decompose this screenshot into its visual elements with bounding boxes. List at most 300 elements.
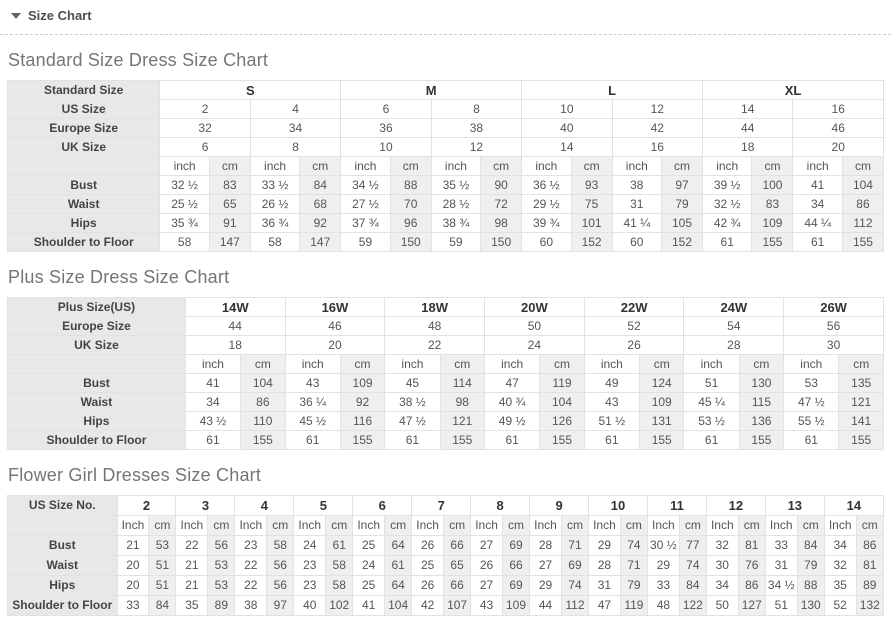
size-value-cell: 40 [522, 119, 612, 138]
size-group-header: M [341, 81, 522, 100]
measure-value-cell: 26 [412, 536, 444, 556]
measure-value-cell: 53 [208, 556, 235, 576]
measure-value-cell: 32 [824, 556, 856, 576]
size-value-cell: 46 [793, 119, 884, 138]
measure-value-cell: 36 ¼ [285, 393, 340, 412]
measure-value-cell: 51 ½ [584, 412, 639, 431]
measure-value-cell: 38 [612, 176, 661, 195]
measure-value-cell: 66 [444, 536, 471, 556]
size-value-cell: 44 [703, 119, 793, 138]
unit-inch-cell: inch [485, 355, 540, 374]
unit-cm-cell: cm [639, 355, 684, 374]
row-label: Waist [8, 393, 186, 412]
measure-value-cell: 21 [176, 556, 208, 576]
measure-value-cell: 56 [267, 556, 294, 576]
row-label: Europe Size [8, 119, 160, 138]
measure-value-cell: 26 [471, 556, 503, 576]
measure-value-cell: 71 [561, 536, 588, 556]
measure-value-cell: 41 [353, 596, 385, 616]
measure-value-cell: 47 ½ [784, 393, 839, 412]
measure-value-cell: 50 [706, 596, 738, 616]
measure-value-cell: 53 [208, 576, 235, 596]
size-value-cell: 34 [250, 119, 340, 138]
measure-value-cell: 36 ½ [522, 176, 571, 195]
unit-cm-cell: cm [267, 516, 294, 536]
unit-cm-cell: cm [842, 157, 883, 176]
measure-value-cell: 74 [620, 536, 647, 556]
measure-value-cell: 81 [856, 556, 883, 576]
table-corner-label: Standard Size [8, 81, 160, 100]
measure-value-cell: 97 [267, 596, 294, 616]
measure-value-cell: 109 [502, 596, 529, 616]
unit-cm-cell: cm [440, 355, 485, 374]
row-label: Bust [8, 176, 160, 195]
unit-inch-cell: inch [612, 157, 661, 176]
measure-value-cell: 32 ½ [160, 176, 209, 195]
measure-value-cell: 135 [839, 374, 884, 393]
measure-value-cell: 34 ½ [341, 176, 390, 195]
measure-value-cell: 101 [571, 214, 612, 233]
size-value-cell: 16 [612, 138, 702, 157]
measure-value-cell: 61 [584, 431, 639, 450]
size-group-header: 22W [584, 298, 684, 317]
unit-inch-cell: Inch [765, 516, 797, 536]
measure-value-cell: 58 [326, 576, 353, 596]
measure-value-cell: 86 [738, 576, 765, 596]
measure-value-cell: 84 [149, 596, 176, 616]
size-group-header: 10 [589, 496, 648, 516]
measure-value-cell: 64 [385, 576, 412, 596]
measure-value-cell: 66 [502, 556, 529, 576]
measure-value-cell: 155 [440, 431, 485, 450]
measure-value-cell: 41 ¼ [612, 214, 661, 233]
measure-value-cell: 40 ¾ [485, 393, 540, 412]
measure-value-cell: 121 [440, 412, 485, 431]
unit-inch-cell: inch [185, 355, 240, 374]
measure-value-cell: 47 [485, 374, 540, 393]
size-value-cell: 4 [250, 100, 340, 119]
unit-cm-cell: cm [208, 516, 235, 536]
unit-inch-cell: Inch [471, 516, 503, 536]
measure-value-cell: 59 [431, 233, 480, 252]
measure-value-cell: 141 [839, 412, 884, 431]
measure-value-cell: 22 [235, 576, 267, 596]
measure-value-cell: 25 [353, 536, 385, 556]
measure-value-cell: 65 [209, 195, 250, 214]
unit-inch-cell: Inch [294, 516, 326, 536]
measure-value-cell: 60 [612, 233, 661, 252]
unit-cm-cell: cm [300, 157, 341, 176]
row-label: Europe Size [8, 317, 186, 336]
measure-value-cell: 58 [326, 556, 353, 576]
measure-value-cell: 27 [530, 556, 562, 576]
measure-value-cell: 104 [385, 596, 412, 616]
size-value-cell: 36 [341, 119, 431, 138]
measure-value-cell: 150 [390, 233, 431, 252]
measure-value-cell: 121 [839, 393, 884, 412]
size-value-cell: 42 [612, 119, 702, 138]
measure-value-cell: 107 [444, 596, 471, 616]
measure-value-cell: 76 [738, 556, 765, 576]
measure-value-cell: 33 [647, 576, 679, 596]
measure-value-cell: 51 [684, 374, 739, 393]
size-group-header: 18W [385, 298, 485, 317]
size-group-header: S [160, 81, 341, 100]
unit-inch-cell: Inch [176, 516, 208, 536]
unit-cm-cell: cm [340, 355, 385, 374]
measure-value-cell: 31 [612, 195, 661, 214]
size-group-header: 9 [530, 496, 589, 516]
measure-value-cell: 43 [285, 374, 340, 393]
measure-value-cell: 30 ½ [647, 536, 679, 556]
measure-value-cell: 119 [620, 596, 647, 616]
measure-value-cell: 126 [540, 412, 585, 431]
unit-cm-cell: cm [390, 157, 431, 176]
unit-cm-cell: cm [326, 516, 353, 536]
measure-value-cell: 28 [589, 556, 621, 576]
unit-inch-cell: inch [522, 157, 571, 176]
measure-value-cell: 31 [765, 556, 797, 576]
measure-value-cell: 112 [561, 596, 588, 616]
measure-value-cell: 61 [285, 431, 340, 450]
unit-inch-cell: inch [385, 355, 440, 374]
measure-value-cell: 104 [842, 176, 883, 195]
measure-value-cell: 61 [385, 431, 440, 450]
size-value-cell: 6 [341, 100, 431, 119]
measure-value-cell: 92 [340, 393, 385, 412]
size-value-cell: 8 [431, 100, 521, 119]
measure-value-cell: 68 [300, 195, 341, 214]
measure-value-cell: 59 [341, 233, 390, 252]
unit-cm-cell: cm [739, 355, 784, 374]
measure-value-cell: 61 [793, 233, 842, 252]
measure-value-cell: 33 [117, 596, 149, 616]
row-label: Waist [8, 556, 118, 576]
measure-value-cell: 28 [530, 536, 562, 556]
measure-value-cell: 69 [502, 536, 529, 556]
measure-value-cell: 69 [561, 556, 588, 576]
unit-inch-cell: Inch [235, 516, 267, 536]
measure-value-cell: 110 [241, 412, 286, 431]
table-corner-label: US Size No. [8, 496, 118, 516]
size-chart-accordion-header[interactable] [0, 0, 891, 28]
unit-inch-cell: inch [703, 157, 752, 176]
measure-value-cell: 23 [294, 576, 326, 596]
size-value-cell: 46 [285, 317, 385, 336]
unit-cm-cell: cm [502, 516, 529, 536]
measure-value-cell: 65 [444, 556, 471, 576]
measure-value-cell: 25 ½ [160, 195, 209, 214]
size-group-header: 14 [824, 496, 883, 516]
measure-value-cell: 131 [639, 412, 684, 431]
measure-value-cell: 152 [571, 233, 612, 252]
size-group-header: 12 [706, 496, 765, 516]
size-group-header: 7 [412, 496, 471, 516]
measure-value-cell: 96 [390, 214, 431, 233]
measure-value-cell: 61 [784, 431, 839, 450]
measure-value-cell: 61 [326, 536, 353, 556]
measure-value-cell: 23 [235, 536, 267, 556]
unit-inch-cell: inch [285, 355, 340, 374]
measure-value-cell: 89 [208, 596, 235, 616]
size-value-cell: 44 [185, 317, 285, 336]
measure-value-cell: 53 ½ [684, 412, 739, 431]
measure-value-cell: 93 [571, 176, 612, 195]
size-group-header: 6 [353, 496, 412, 516]
measure-value-cell: 90 [481, 176, 522, 195]
measure-value-cell: 102 [326, 596, 353, 616]
measure-value-cell: 51 [149, 556, 176, 576]
size-value-cell: 52 [584, 317, 684, 336]
size-value-cell: 54 [684, 317, 784, 336]
size-value-cell: 30 [784, 336, 884, 355]
unit-cm-cell: cm [561, 516, 588, 536]
size-group-header: XL [703, 81, 884, 100]
measure-value-cell: 20 [117, 576, 149, 596]
unit-inch-cell: Inch [647, 516, 679, 536]
measure-value-cell: 84 [679, 576, 706, 596]
row-label: Shoulder to Floor [8, 596, 118, 616]
measure-value-cell: 51 [149, 576, 176, 596]
measure-value-cell: 40 [294, 596, 326, 616]
measure-value-cell: 28 ½ [431, 195, 480, 214]
measure-value-cell: 34 [793, 195, 842, 214]
measure-value-cell: 61 [485, 431, 540, 450]
size-value-cell: 2 [160, 100, 250, 119]
size-group-header: 2 [117, 496, 176, 516]
caret-down-icon [11, 13, 21, 19]
measure-value-cell: 24 [294, 536, 326, 556]
row-label: Bust [8, 374, 186, 393]
size-group-header: 24W [684, 298, 784, 317]
measure-value-cell: 75 [571, 195, 612, 214]
plus-size-table [7, 297, 884, 450]
measure-value-cell: 42 ¾ [703, 214, 752, 233]
unit-inch-cell: inch [784, 355, 839, 374]
measure-value-cell: 43 [471, 596, 503, 616]
measure-value-cell: 58 [160, 233, 209, 252]
measure-value-cell: 122 [679, 596, 706, 616]
unit-inch-cell: inch [584, 355, 639, 374]
measure-value-cell: 61 [684, 431, 739, 450]
row-label: UK Size [8, 336, 186, 355]
standard-size-table [7, 80, 884, 252]
measure-value-cell: 124 [639, 374, 684, 393]
measure-value-cell: 33 [765, 536, 797, 556]
measure-value-cell: 130 [797, 596, 824, 616]
dashed-divider [0, 34, 891, 35]
size-value-cell: 20 [793, 138, 884, 157]
measure-value-cell: 64 [385, 536, 412, 556]
measure-value-cell: 155 [540, 431, 585, 450]
unit-cm-cell: cm [241, 355, 286, 374]
measure-value-cell: 86 [842, 195, 883, 214]
measure-value-cell: 34 [706, 576, 738, 596]
measure-value-cell: 83 [752, 195, 793, 214]
measure-value-cell: 22 [235, 556, 267, 576]
size-value-cell: 6 [160, 138, 250, 157]
unit-cm-cell: cm [385, 516, 412, 536]
size-group-header: L [522, 81, 703, 100]
measure-value-cell: 155 [639, 431, 684, 450]
measure-value-cell: 43 ½ [185, 412, 240, 431]
measure-value-cell: 79 [662, 195, 703, 214]
size-group-header: 13 [765, 496, 824, 516]
unit-inch-cell: inch [684, 355, 739, 374]
unit-inch-cell: inch [250, 157, 299, 176]
measure-value-cell: 130 [739, 374, 784, 393]
measure-value-cell: 39 ¾ [522, 214, 571, 233]
size-group-header: 8 [471, 496, 530, 516]
measure-value-cell: 20 [117, 556, 149, 576]
measure-value-cell: 25 [412, 556, 444, 576]
row-label-empty [8, 516, 118, 536]
measure-value-cell: 74 [561, 576, 588, 596]
measure-value-cell: 23 [294, 556, 326, 576]
measure-value-cell: 136 [739, 412, 784, 431]
measure-value-cell: 38 ¾ [431, 214, 480, 233]
size-value-cell: 8 [250, 138, 340, 157]
measure-value-cell: 38 [235, 596, 267, 616]
measure-value-cell: 42 [412, 596, 444, 616]
unit-inch-cell: Inch [412, 516, 444, 536]
size-group-header: 14W [185, 298, 285, 317]
size-value-cell: 22 [385, 336, 485, 355]
unit-cm-cell: cm [738, 516, 765, 536]
size-value-cell: 14 [703, 100, 793, 119]
measure-value-cell: 37 ¾ [341, 214, 390, 233]
unit-cm-cell: cm [444, 516, 471, 536]
row-label: Shoulder to Floor [8, 233, 160, 252]
measure-value-cell: 155 [842, 233, 883, 252]
measure-value-cell: 84 [300, 176, 341, 195]
plus-size-heading: Plus Size Dress Size Chart [8, 267, 230, 287]
measure-value-cell: 98 [440, 393, 485, 412]
measure-value-cell: 47 ½ [385, 412, 440, 431]
size-group-header: 20W [485, 298, 585, 317]
measure-value-cell: 35 ½ [431, 176, 480, 195]
measure-value-cell: 55 ½ [784, 412, 839, 431]
measure-value-cell: 104 [540, 393, 585, 412]
measure-value-cell: 77 [679, 536, 706, 556]
measure-value-cell: 147 [300, 233, 341, 252]
measure-value-cell: 98 [481, 214, 522, 233]
measure-value-cell: 72 [481, 195, 522, 214]
measure-value-cell: 33 ½ [250, 176, 299, 195]
measure-value-cell: 56 [208, 536, 235, 556]
row-label: Shoulder to Floor [8, 431, 186, 450]
row-label: Hips [8, 214, 160, 233]
unit-cm-cell: cm [620, 516, 647, 536]
measure-value-cell: 29 [589, 536, 621, 556]
unit-inch-cell: inch [160, 157, 209, 176]
measure-value-cell: 51 [765, 596, 797, 616]
size-value-cell: 50 [485, 317, 585, 336]
size-group-header: 11 [647, 496, 706, 516]
measure-value-cell: 26 ½ [250, 195, 299, 214]
measure-value-cell: 70 [390, 195, 431, 214]
measure-value-cell: 24 [353, 556, 385, 576]
size-value-cell: 10 [341, 138, 431, 157]
measure-value-cell: 34 [185, 393, 240, 412]
unit-cm-cell: cm [797, 516, 824, 536]
measure-value-cell: 89 [856, 576, 883, 596]
measure-value-cell: 53 [149, 536, 176, 556]
size-value-cell: 20 [285, 336, 385, 355]
measure-value-cell: 25 [353, 576, 385, 596]
measure-value-cell: 60 [522, 233, 571, 252]
unit-inch-cell: inch [431, 157, 480, 176]
unit-cm-cell: cm [209, 157, 250, 176]
measure-value-cell: 83 [209, 176, 250, 195]
unit-inch-cell: Inch [530, 516, 562, 536]
measure-value-cell: 36 ¾ [250, 214, 299, 233]
measure-value-cell: 53 [784, 374, 839, 393]
size-value-cell: 28 [684, 336, 784, 355]
standard-size-heading: Standard Size Dress Size Chart [8, 50, 269, 70]
size-value-cell: 26 [584, 336, 684, 355]
measure-value-cell: 47 [589, 596, 621, 616]
measure-value-cell: 49 [584, 374, 639, 393]
measure-value-cell: 35 [824, 576, 856, 596]
measure-value-cell: 21 [176, 576, 208, 596]
measure-value-cell: 104 [241, 374, 286, 393]
unit-inch-cell: inch [341, 157, 390, 176]
measure-value-cell: 31 [589, 576, 621, 596]
measure-value-cell: 100 [752, 176, 793, 195]
measure-value-cell: 105 [662, 214, 703, 233]
measure-value-cell: 155 [739, 431, 784, 450]
measure-value-cell: 30 [706, 556, 738, 576]
size-value-cell: 10 [522, 100, 612, 119]
size-group-header: 4 [235, 496, 294, 516]
measure-value-cell: 29 ½ [522, 195, 571, 214]
measure-value-cell: 45 ¼ [684, 393, 739, 412]
measure-value-cell: 86 [856, 536, 883, 556]
measure-value-cell: 35 [176, 596, 208, 616]
measure-value-cell: 155 [752, 233, 793, 252]
measure-value-cell: 115 [739, 393, 784, 412]
measure-value-cell: 32 [706, 536, 738, 556]
size-chart-content [0, 50, 891, 616]
measure-value-cell: 44 ¼ [793, 214, 842, 233]
measure-value-cell: 58 [250, 233, 299, 252]
measure-value-cell: 27 ½ [341, 195, 390, 214]
measure-value-cell: 27 [471, 536, 503, 556]
row-label-empty [8, 157, 160, 176]
size-value-cell: 38 [431, 119, 521, 138]
measure-value-cell: 35 ¾ [160, 214, 209, 233]
measure-value-cell: 79 [797, 556, 824, 576]
measure-value-cell: 97 [662, 176, 703, 195]
measure-value-cell: 109 [340, 374, 385, 393]
unit-inch-cell: inch [793, 157, 842, 176]
measure-value-cell: 22 [176, 536, 208, 556]
flower-girl-heading: Flower Girl Dresses Size Chart [8, 465, 262, 485]
measure-value-cell: 29 [647, 556, 679, 576]
accordion-title: Size Chart [28, 8, 92, 23]
measure-value-cell: 32 ½ [703, 195, 752, 214]
unit-inch-cell: Inch [706, 516, 738, 536]
measure-value-cell: 114 [440, 374, 485, 393]
unit-cm-cell: cm [149, 516, 176, 536]
row-label: Hips [8, 412, 186, 431]
size-value-cell: 18 [185, 336, 285, 355]
measure-value-cell: 84 [797, 536, 824, 556]
measure-value-cell: 49 ½ [485, 412, 540, 431]
unit-cm-cell: cm [679, 516, 706, 536]
measure-value-cell: 61 [703, 233, 752, 252]
